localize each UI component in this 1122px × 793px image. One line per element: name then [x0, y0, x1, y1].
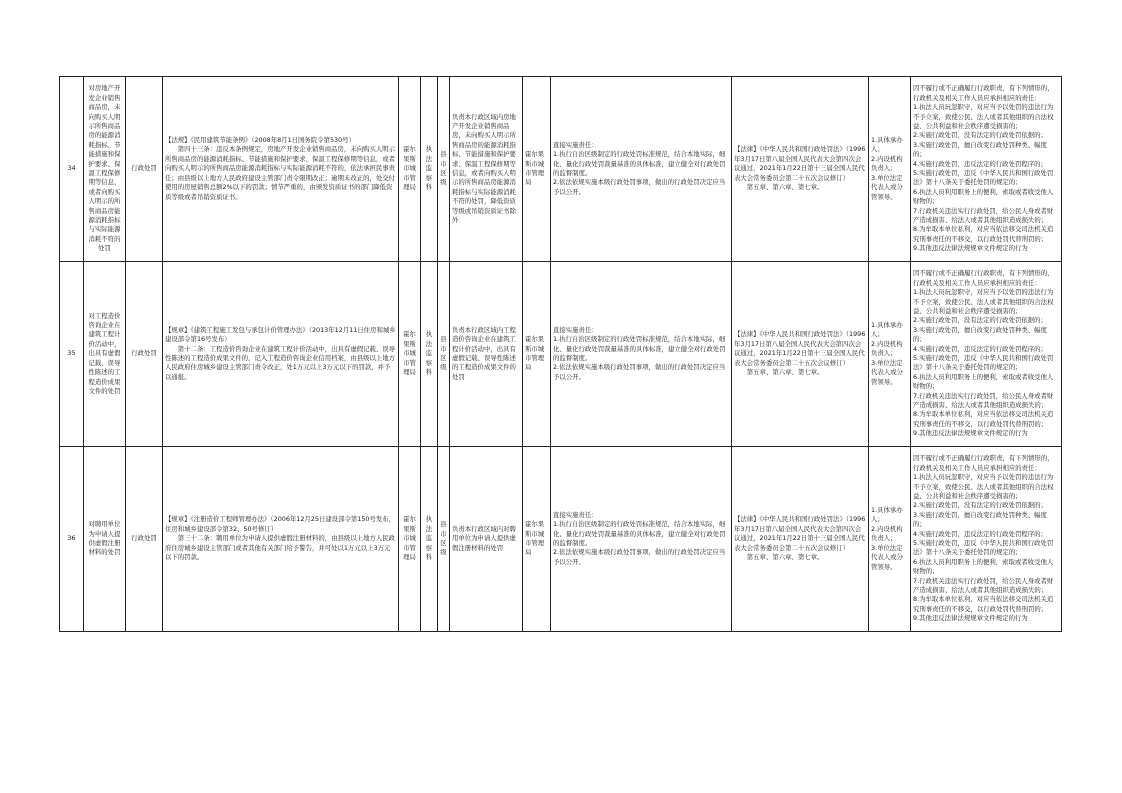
duty-unit: 霍尔果斯市城市管理局	[523, 77, 551, 262]
responsible-persons: 1.具体承办人； 2.内设机构负责人； 3.单位法定代表人或分管领导。	[869, 77, 911, 262]
row-number: 34	[60, 77, 84, 262]
law-reference: 【法律】《中华人民共和国行政处罚法》（1996年3月17日第八届全国人民代表大会第四次会议通过，2021年1月22日第十三届全国人民代表大会常务委员会第二十五次会议修订） 第五章、第六章、第七章。	[732, 262, 869, 447]
duty-description: 直接实施责任： 1.执行自治区级制定的行政处罚标准规范，结合本地实际，细化、量化行政处罚裁量基准的具体标准，建立健全对行政处罚的监督制度。 2.依法依规实施本级行政处罚事项，做出的行政处罚决定应当予以公开。	[551, 262, 732, 447]
scope-of-duty: 负责本行政区域内对聘用单位为申请人提供虚假注册材料的处罚	[450, 447, 523, 632]
duty-unit: 霍尔果斯市城市管理局	[523, 447, 551, 632]
item-name: 对聘用单位为申请人提供虚假注册材料的处罚	[84, 447, 126, 632]
responsible-persons: 1.具体承办人； 2.内设机构负责人； 3.单位法定代表人或分管领导。	[869, 447, 911, 632]
legal-basis: 【法规】《民用建筑节能条例》（2008年8月1日国务院令第530号） 第四十三条：违反本条例规定，房地产开发企业销售商品房，未向购买人明示所售商品房的能源消耗指标、节能措施和保护要求、保温工程保修期等信息，或者向购买人明示的所售商品房能源消耗指标与实际能源消耗不符的，依法承担民事责任；由县级以上地方人民政府建设主管部门责令限期改正；逾期未改正的，处交付使用的房屋销售总额2%以下的罚款；情节严重的，由颁发资质证书的部门降低资质等级或者吊销资质证书。	[163, 77, 399, 262]
power-list-table	[59, 76, 1062, 632]
item-name: 对工程造价咨询企业在建筑工程计价活动中，出具有虚假记载、误导性陈述的工程造价成果文件的处罚	[84, 262, 126, 447]
row-number: 35	[60, 262, 84, 447]
table-row	[60, 447, 1062, 632]
implementing-dept: 霍尔果斯市城市管理局	[399, 447, 421, 632]
law-reference: 【法律】《中华人民共和国行政处罚法》（1996年3月17日第八届全国人民代表大会第四次会议通过，2021年1月22日第十三届全国人民代表大会常务委员会第二十五次会议修订） 第五章、第六章、第七章。	[732, 447, 869, 632]
legal-basis: 【规章】《注册造价工程师管理办法》（2006年12月25日建设部令第150号发布，住房和城乡建设部令第32、50号修订） 第三十二条：聘用单位为申请人提供虚假注册材料的，由县级以上地方人民政府住房城乡建设主管部门或者其他有关部门给予警告，并可处以1万元以上3万元以下的罚款。	[163, 447, 399, 632]
scope-of-duty: 负责本行政区域内房地产开发企业销售商品房，未向购买人明示所售商品房的能源消耗指标、节能措施和保护要求、保温工程保修期等信息，或者向购买人明示的所售商品房能源消耗指标与实际能源消耗不符的处罚，降低资质等级或吊销资质证书除外	[450, 77, 523, 262]
admin-level: 县市区级	[438, 447, 450, 632]
implementing-unit: 执法监察科	[421, 77, 438, 262]
implementing-dept: 霍尔果斯市城市管理局	[399, 262, 421, 447]
item-name: 对房地产开发企业销售商品房，未向购买人明示所售商品房的能源消耗指标、节能措施和保护要求、保温工程保修期等信息，或者向购买人明示的所售商品房能源消耗指标与实际能源消耗不符的处罚	[84, 77, 126, 262]
power-type: 行政处罚	[126, 77, 163, 262]
duty-description: 直接实施责任： 1.执行自治区级制定的行政处罚标准规范，结合本地实际，细化、量化行政处罚裁量基准的具体标准，建立健全对行政处罚的监督制度。 2.依法依规实施本级行政处罚事项，做出的行政处罚决定应当予以公开。	[551, 447, 732, 632]
row-number: 36	[60, 447, 84, 632]
implementing-unit: 执法监察科	[421, 447, 438, 632]
scope-of-duty: 负责本行政区域内工程造价咨询企业在建筑工程计价活动中，出具有虚假记载、误导性陈述的工程造价成果文件的处罚	[450, 262, 523, 447]
implementing-unit: 执法监察科	[421, 262, 438, 447]
power-type: 行政处罚	[126, 447, 163, 632]
admin-level: 县市区级	[438, 77, 450, 262]
admin-level: 县市区级	[438, 262, 450, 447]
liability-items: 因不履行或不正确履行行政职责，有下列情形的，行政机关及相关工作人员应承担相应的责任： 1.执法人员玩忽职守，对应当予以处罚的违法行为不予立案，致使公民、法人或者其他组织的合法权益、公共利益和社会秩序遭受损害的； 2.实施行政处罚，没有法定的行政处罚依据的； 3.实施行政处罚，擅自改变行政处罚种类、幅度的； 4.实施行政处罚，违反法定的行政处罚程序的； 5.实施行政处罚，违反《中华人民共和国行政处罚法》第十八条关于委托处罚的规定的； 6.执法人员利用职务上的便利，索取或者收受他人财物的； 7.行政机关违法实行行政处罚，给公民人身或者财产造成损害、给法人或者其他组织造成损失的； 8.为牟取本单位私利，对应当依法移交司法机关追究刑事责任的不移交，以行政处罚代替刑罚的； 9.其他违反法律法规规章文件规定的行为	[911, 77, 1062, 262]
liability-items: 因不履行或不正确履行行政职责，有下列情形的，行政机关及相关工作人员应承担相应的责任： 1.执法人员玩忽职守，对应当予以处罚的违法行为不予立案，致使公民、法人或者其他组织的合法权益、公共利益和社会秩序遭受损害的； 2.实施行政处罚，没有法定的行政处罚依据的； 3.实施行政处罚，擅自改变行政处罚种类、幅度的； 4.实施行政处罚，违反法定的行政处罚程序的； 5.实施行政处罚，违反《中华人民共和国行政处罚法》第十八条关于委托处罚的规定的； 6.执法人员利用职务上的便利，索取或者收受他人财物的； 7.行政机关违法实行行政处罚，给公民人身或者财产造成损害、给法人或者其他组织造成损失的； 8.为牟取本单位私利，对应当依法移交司法机关追究刑事责任的不移交，以行政处罚代替刑罚的； 9.其他违反法律法规规章文件规定的行为	[911, 262, 1062, 447]
table-row	[60, 77, 1062, 262]
power-type: 行政处罚	[126, 262, 163, 447]
implementing-dept: 霍尔果斯市城市管理局	[399, 77, 421, 262]
liability-items: 因不履行或不正确履行行政职责，有下列情形的，行政机关及相关工作人员应承担相应的责任： 1.执法人员玩忽职守，对应当予以处罚的违法行为不予立案，致使公民、法人或者其他组织的合法权益、公共利益和社会秩序遭受损害的； 2.实施行政处罚，没有法定的行政处罚依据的； 3.实施行政处罚，擅自改变行政处罚种类、幅度的； 4.实施行政处罚，违反法定的行政处罚程序的； 5.实施行政处罚，违反《中华人民共和国行政处罚法》第十八条关于委托处罚的规定的； 6.执法人员利用职务上的便利，索取或者收受他人财物的； 7.行政机关违法实行行政处罚，给公民人身或者财产造成损害、给法人或者其他组织造成损失的； 8.为牟取本单位私利，对应当依法移交司法机关追究刑事责任的不移交，以行政处罚代替刑罚的； 9.其他违反法律法规规章文件规定的行为	[911, 447, 1062, 632]
law-reference: 【法律】《中华人民共和国行政处罚法》（1996年3月17日第八届全国人民代表大会第四次会议通过，2021年1月22日第十三届全国人民代表大会常务委员会第二十五次会议修订） 第五章、第六章、第七章。	[732, 77, 869, 262]
legal-basis: 【规章】《建筑工程施工发包与承包计价管理办法》（2013年12月11日住房和城乡建设部令第16号发布） 第十二条：工程造价咨询企业在建筑工程计价活动中，出具有虚假记载、误导性陈述的工程造价成果文件的，记入工程造价咨询企业信用档案，由县级以上地方人民政府住房城乡建设主管部门责令改正，处1万元以上3万元以下的罚款，并予以通报。	[163, 262, 399, 447]
duty-description: 直接实施责任： 1.执行自治区级制定的行政处罚标准规范，结合本地实际，细化、量化行政处罚裁量基准的具体标准，建立健全对行政处罚的监督制度。 2.依法依规实施本级行政处罚事项，做出的行政处罚决定应当予以公开。	[551, 77, 732, 262]
duty-unit: 霍尔果斯市城市管理局	[523, 262, 551, 447]
responsible-persons: 1.具体承办人； 2.内设机构负责人； 3.单位法定代表人或分管领导。	[869, 262, 911, 447]
table-row	[60, 262, 1062, 447]
